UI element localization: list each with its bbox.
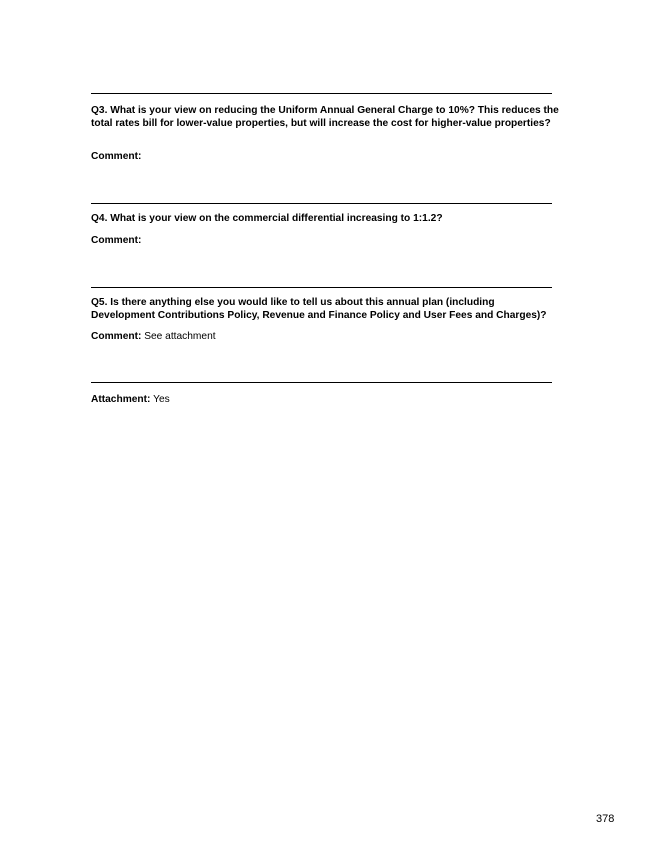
attachment-label: Attachment: [91,394,151,405]
question-q3: Q3. What is your view on reducing the Uniform Annual General Charge to 10%? This reduces the total rates bill for lower-value properties, but will increase the cost for higher-value properties? [91,105,559,129]
divider-q4-q5 [91,287,552,288]
attachment-line [91,394,561,407]
page-number: 378 [596,813,615,825]
attachment-value: Yes [153,394,170,405]
divider-top [91,93,552,94]
comment-q3 [91,151,561,164]
comment-label: Comment: [91,151,142,162]
divider-bottom [91,382,552,383]
comment-label: Comment: [91,331,142,342]
comment-value: See attachment [144,331,216,342]
comment-q4 [91,235,561,248]
comment-q5 [91,331,561,344]
question-q5: Q5. Is there anything else you would like to tell us about this annual plan (including Development Contributions Policy, Revenue and Finance Policy and User Fees and Charges)? [91,297,547,321]
question-q4: Q4. What is your view on the commercial differential increasing to 1:1.2? [91,213,443,224]
comment-label: Comment: [91,235,142,246]
divider-q3-q4 [91,203,552,204]
